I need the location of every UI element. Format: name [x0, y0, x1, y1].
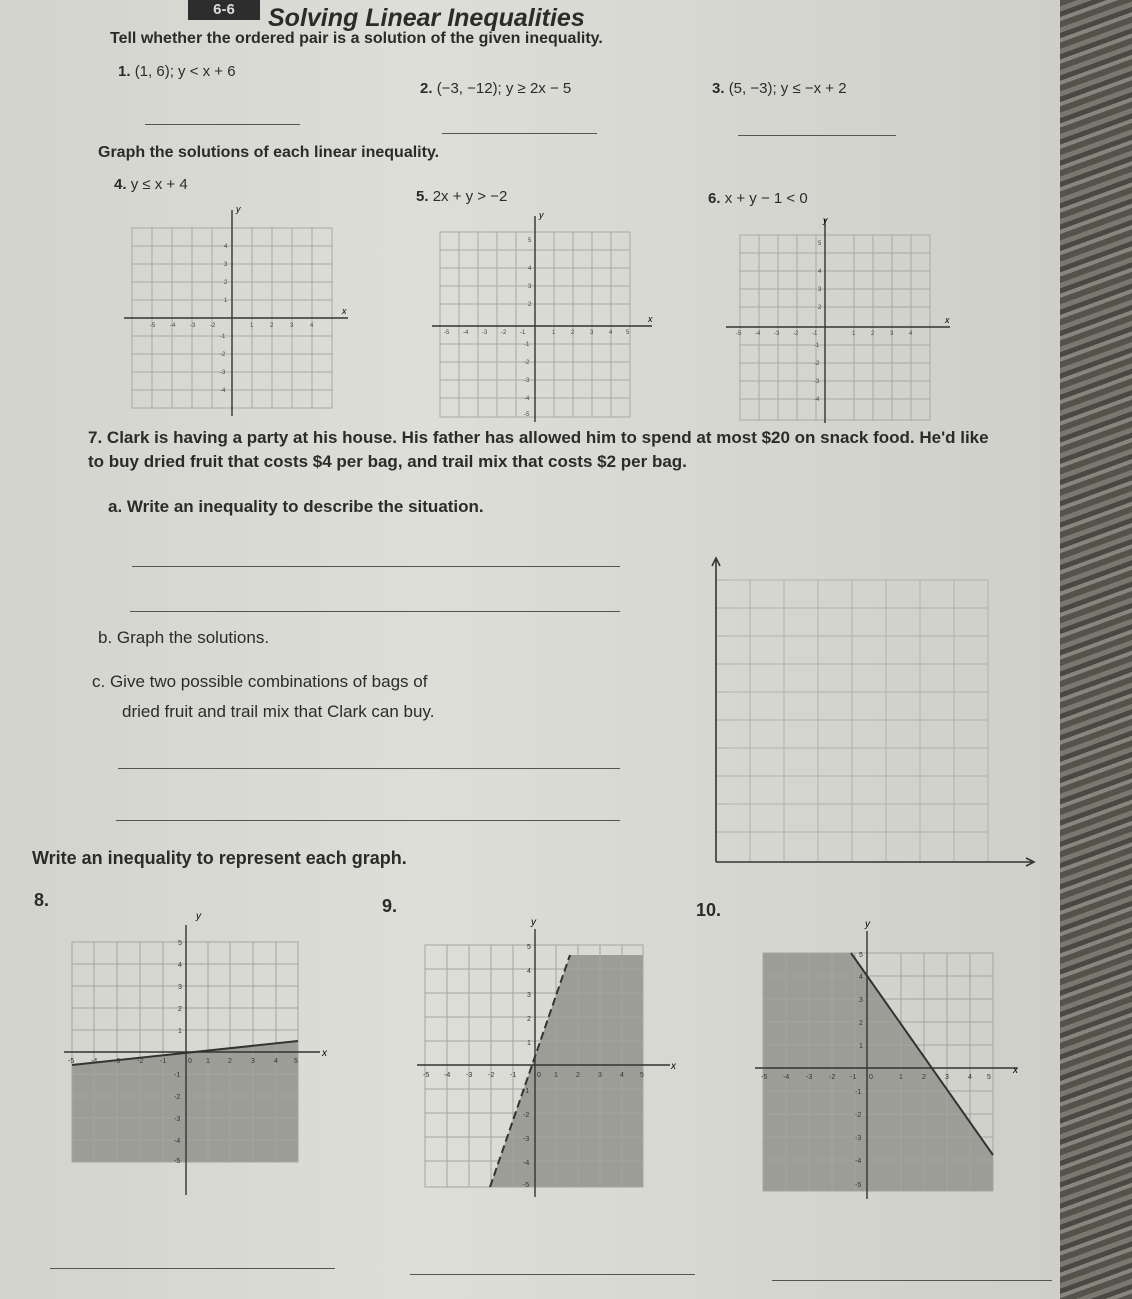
- x-tick: -4: [463, 330, 469, 336]
- x-tick: -3: [190, 323, 196, 329]
- x-tick: -4: [91, 1058, 98, 1065]
- y-axis-label: y: [531, 917, 536, 928]
- answer-line-7a-1[interactable]: [132, 566, 620, 567]
- y-tick: -3: [524, 378, 530, 384]
- y-tick: 2: [178, 1006, 182, 1013]
- label-8: 8.: [34, 890, 50, 910]
- y-tick: 3: [818, 287, 822, 293]
- x-tick: 1: [250, 323, 254, 329]
- y-tick: 2: [859, 1020, 863, 1027]
- question-7b: b. Graph the solutions.: [98, 628, 270, 647]
- y-tick: 3: [528, 284, 532, 290]
- answer-line-7a-2[interactable]: [130, 611, 620, 612]
- x-tick: -5: [761, 1074, 768, 1081]
- y-tick: -3: [220, 370, 226, 376]
- x-tick: -4: [170, 323, 176, 329]
- axes: [726, 219, 950, 423]
- y-tick: 5: [859, 952, 863, 959]
- x-tick: -5: [444, 330, 450, 336]
- x-axis-label: x: [1013, 1065, 1018, 1076]
- x-tick: 3: [598, 1072, 602, 1079]
- y-tick: 1: [859, 1043, 863, 1050]
- x-tick: -3: [806, 1074, 813, 1081]
- axes: [432, 216, 652, 422]
- background-surface: [1060, 0, 1132, 1299]
- y-tick: 1: [224, 298, 228, 304]
- y-tick: 1: [527, 1040, 531, 1047]
- y-tick: 2: [528, 302, 532, 308]
- x-tick: 3: [590, 330, 594, 336]
- x-tick: 5: [640, 1072, 644, 1079]
- question-7: 7. Clark is having a party at his house. His father has allowed him to spend at most $20 on snack food. He'd like to buy dried fruit that costs $4 per bag, and trail mix that costs $2 per bag.: [88, 428, 989, 471]
- y-tick: 3: [178, 984, 182, 991]
- problem-6: 6. x + y − 1 < 0: [708, 190, 808, 207]
- x-tick: 2: [228, 1058, 232, 1065]
- x-tick: 3: [890, 331, 894, 337]
- graph-10: [755, 915, 1030, 1200]
- x-axis-label: x: [945, 315, 950, 325]
- lesson-badge: 6-6: [188, 0, 260, 20]
- x-tick: 2: [576, 1072, 580, 1079]
- y-tick: -1: [814, 343, 820, 349]
- x-tick: 4: [909, 331, 913, 337]
- x-tick: 4: [609, 330, 613, 336]
- question-7c: c. Give two possible combinations of bags of: [92, 672, 428, 691]
- y-tick: -3: [855, 1135, 862, 1142]
- graph-4[interactable]: [120, 200, 360, 420]
- x-tick: -1: [510, 1072, 517, 1079]
- x-tick: -2: [137, 1058, 144, 1065]
- question-7a: a. Write an inequality to describe the situation.: [108, 497, 484, 516]
- x-tick: -5: [736, 331, 742, 337]
- x-axis-label: x: [648, 314, 653, 324]
- x-tick: -3: [482, 330, 488, 336]
- problem-5: 5. 2x + y > −2: [416, 188, 508, 205]
- y-tick: -2: [220, 352, 226, 358]
- x-tick: 1: [852, 331, 856, 337]
- answer-line-2[interactable]: [442, 133, 597, 134]
- label-9: 9.: [382, 896, 398, 916]
- answer-line-7c-2[interactable]: [116, 820, 620, 821]
- graph-7[interactable]: [700, 556, 1040, 872]
- x-tick: -2: [488, 1072, 495, 1079]
- y-tick: -4: [523, 1160, 530, 1167]
- x-tick: -4: [755, 331, 761, 337]
- x-tick: -2: [829, 1074, 836, 1081]
- y-tick: 2: [224, 280, 228, 286]
- x-tick: -4: [444, 1072, 451, 1079]
- y-tick: 5: [818, 241, 822, 247]
- x-axis-label: x: [322, 1048, 327, 1059]
- y-tick: -1: [855, 1089, 862, 1096]
- graph-5[interactable]: [430, 210, 660, 425]
- problem-4: 4. y ≤ x + 4: [114, 176, 188, 193]
- instruction-1: Tell whether the ordered pair is a solution of the given inequality.: [110, 30, 603, 47]
- answer-line-1[interactable]: [145, 124, 300, 125]
- y-tick: -5: [855, 1182, 862, 1189]
- x-tick: -5: [150, 323, 156, 329]
- y-tick: -2: [523, 1112, 530, 1119]
- problem-3: 3. (5, −3); y ≤ −x + 2: [712, 80, 847, 97]
- y-tick: 4: [178, 962, 182, 969]
- x-tick: -5: [423, 1072, 430, 1079]
- x-tick: -2: [793, 331, 799, 337]
- graph-8: [60, 905, 350, 1205]
- x-tick: 1: [552, 330, 556, 336]
- y-tick: 3: [859, 997, 863, 1004]
- answer-line-8[interactable]: [50, 1268, 335, 1269]
- y-tick: 4: [859, 974, 863, 981]
- origin-label: 0: [869, 1074, 873, 1081]
- y-tick: -1: [220, 334, 226, 340]
- y-tick: -4: [814, 397, 820, 403]
- x-tick: 4: [968, 1074, 972, 1081]
- x-tick: 4: [310, 323, 314, 329]
- x-tick: -3: [774, 331, 780, 337]
- x-tick: 2: [270, 323, 274, 329]
- y-tick: -3: [814, 379, 820, 385]
- x-tick: 3: [290, 323, 294, 329]
- x-tick: 3: [251, 1058, 255, 1065]
- y-tick: 2: [818, 305, 822, 311]
- x-tick: -1: [812, 331, 818, 337]
- x-tick: 5: [626, 330, 630, 336]
- x-axis-label: x: [342, 306, 347, 316]
- y-tick: 4: [527, 968, 531, 975]
- shaded-region: [72, 1041, 298, 1162]
- x-tick: -1: [520, 330, 526, 336]
- y-axis-label: y: [539, 210, 544, 220]
- answer-line-10[interactable]: [772, 1280, 1052, 1281]
- y-tick: 3: [527, 992, 531, 999]
- origin-label: 0: [188, 1058, 192, 1065]
- shaded-region: [763, 953, 993, 1191]
- x-tick: 3: [945, 1074, 949, 1081]
- y-tick: -1: [174, 1072, 181, 1079]
- x-tick: 1: [899, 1074, 903, 1081]
- x-tick: 2: [922, 1074, 926, 1081]
- axes: [124, 210, 348, 416]
- y-tick: 5: [528, 238, 532, 244]
- graph-9: [415, 915, 690, 1200]
- answer-line-3[interactable]: [738, 135, 896, 136]
- x-tick: 2: [571, 330, 575, 336]
- answer-line-9[interactable]: [410, 1274, 695, 1275]
- instruction-2: Graph the solutions of each linear inequality.: [98, 144, 440, 161]
- y-tick: -2: [174, 1094, 181, 1101]
- y-tick: 5: [527, 944, 531, 951]
- instruction-3: Write an inequality to represent each graph.: [32, 848, 407, 868]
- x-tick: 4: [274, 1058, 278, 1065]
- y-tick: 2: [527, 1016, 531, 1023]
- x-tick: 1: [554, 1072, 558, 1079]
- x-tick: -1: [850, 1074, 857, 1081]
- y-axis-label: y: [236, 204, 241, 214]
- x-tick: 5: [294, 1058, 298, 1065]
- y-tick: 1: [178, 1028, 182, 1035]
- y-tick: -4: [174, 1138, 181, 1145]
- y-tick: -2: [814, 361, 820, 367]
- y-tick: 4: [224, 244, 228, 250]
- problem-1: 1. (1, 6); y < x + 6: [118, 63, 236, 80]
- y-tick: -5: [174, 1158, 181, 1165]
- x-tick: -1: [160, 1058, 167, 1065]
- origin-label: 0: [537, 1072, 541, 1079]
- y-tick: -1: [524, 342, 530, 348]
- x-tick: -4: [783, 1074, 790, 1081]
- x-tick: 4: [620, 1072, 624, 1079]
- label-10: 10.: [696, 900, 722, 920]
- y-axis-label: y: [823, 215, 828, 225]
- answer-line-7c-1[interactable]: [118, 768, 620, 769]
- x-tick: -5: [68, 1058, 75, 1065]
- graph-6[interactable]: [720, 215, 955, 425]
- question-7c-cont: dried fruit and trail mix that Clark can buy.: [122, 702, 435, 721]
- y-tick: -1: [523, 1088, 530, 1095]
- x-tick: -3: [466, 1072, 473, 1079]
- problem-2: 2. (−3, −12); y ≥ 2x − 5: [420, 80, 572, 97]
- y-tick: -2: [855, 1112, 862, 1119]
- y-tick: -4: [524, 396, 530, 402]
- page-title: Solving Linear Inequalities: [268, 4, 585, 32]
- y-tick: 4: [818, 269, 822, 275]
- x-tick: -3: [114, 1058, 121, 1065]
- x-axis-label: x: [671, 1061, 676, 1072]
- x-tick: -2: [501, 330, 507, 336]
- y-tick: 4: [528, 266, 532, 272]
- y-tick: 5: [178, 940, 182, 947]
- axes: [712, 558, 1034, 866]
- y-tick: -5: [523, 1182, 530, 1189]
- y-tick: -4: [855, 1158, 862, 1165]
- x-tick: -2: [210, 323, 216, 329]
- y-tick: -5: [524, 412, 530, 418]
- x-tick: 5: [987, 1074, 991, 1081]
- x-tick: 1: [206, 1058, 210, 1065]
- y-tick: -3: [174, 1116, 181, 1123]
- y-axis-label: y: [865, 919, 870, 930]
- y-tick: 3: [224, 262, 228, 268]
- y-tick: -4: [220, 388, 226, 394]
- x-tick: 2: [871, 331, 875, 337]
- y-axis-label: y: [196, 911, 201, 922]
- y-tick: -3: [523, 1136, 530, 1143]
- y-tick: -2: [524, 360, 530, 366]
- grid: [716, 580, 988, 862]
